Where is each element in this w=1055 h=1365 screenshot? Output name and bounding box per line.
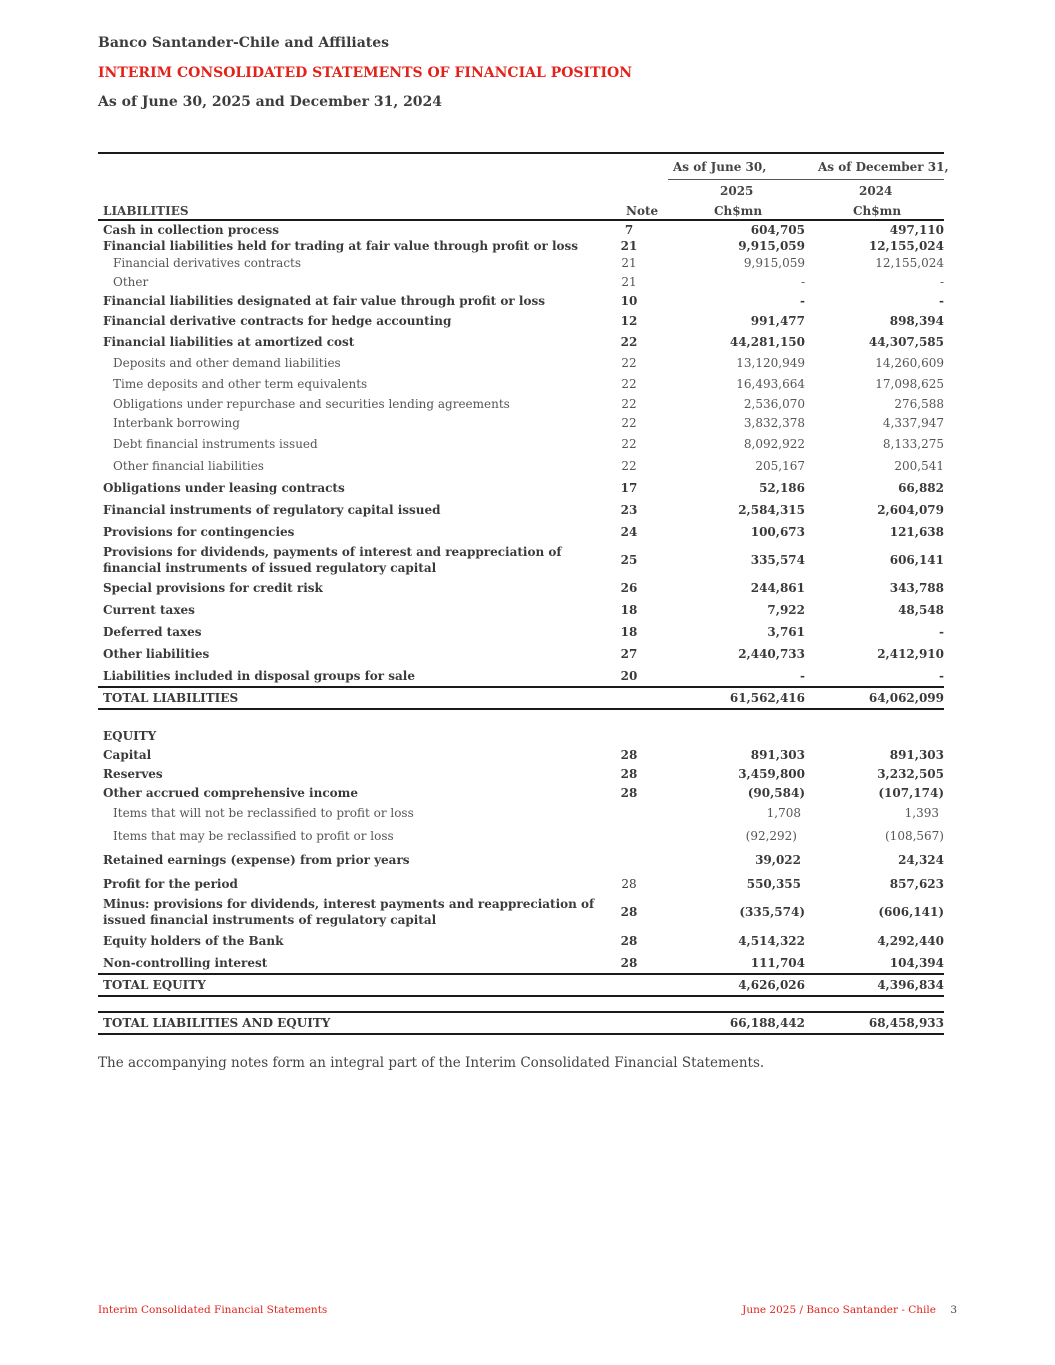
row-note: 22	[621, 396, 637, 411]
row-label: Debt financial instruments issued	[113, 437, 318, 451]
row-value-2025: 244,861	[750, 580, 805, 595]
row-note: 22	[621, 459, 637, 473]
table-row	[98, 929, 944, 953]
row-value-2024: 276,588	[894, 396, 944, 411]
row-note: 28	[620, 905, 638, 919]
row-value-2024: 2,604,079	[877, 503, 944, 517]
row-note: 25	[620, 552, 638, 567]
row-note	[607, 824, 651, 848]
equity-heading: EQUITY	[103, 729, 157, 743]
row-value-2024: 898,394	[889, 313, 944, 328]
row-label: Deposits and other demand liabilities	[113, 356, 341, 370]
row-label: Current taxes	[103, 603, 195, 617]
row-note: 28	[620, 956, 638, 970]
row-note	[607, 802, 651, 824]
row-label: Items that may be reclassified to profit or loss	[113, 829, 394, 843]
row-note: 28	[620, 747, 638, 762]
table-row	[98, 238, 944, 254]
table-row	[98, 254, 944, 272]
spacer-row	[98, 709, 944, 727]
row-value-2025: (335,574)	[739, 905, 805, 919]
table-row	[98, 374, 944, 394]
table-row	[98, 291, 944, 310]
footer-left: Interim Consolidated Financial Statements	[98, 1304, 328, 1316]
row-note	[607, 848, 651, 872]
row-label: TOTAL LIABILITIES	[98, 687, 607, 709]
row-label: Cash in collection process	[103, 223, 279, 237]
row-value-2025: 3,761	[767, 625, 805, 639]
row-value-2024: -	[939, 625, 944, 639]
row-value-2025: 8,092,922	[743, 437, 805, 451]
row-value-2025: 7,922	[767, 603, 805, 617]
row-label: Time deposits and other term equivalents	[113, 377, 368, 391]
top-rule	[98, 152, 944, 154]
table-row	[98, 394, 944, 413]
row-label: Financial derivatives contracts	[113, 256, 302, 270]
row-label: Provisions for contingencies	[103, 525, 295, 539]
row-value-2025: 4,626,026	[651, 974, 805, 996]
row-value-2024: 4,292,440	[877, 934, 944, 948]
row-note: 28	[620, 766, 638, 781]
table-row	[98, 783, 944, 802]
total-liabilities-row	[98, 687, 944, 709]
row-value-2024: 14,260,609	[875, 356, 944, 370]
row-value-2024: -	[939, 293, 944, 308]
row-label: Financial instruments of regulatory capital issued	[103, 503, 441, 517]
row-note: 21	[621, 256, 637, 270]
row-value-2024: 343,788	[889, 580, 944, 595]
total-liabilities-equity-row	[98, 1012, 944, 1034]
row-value-2024: (107,174)	[878, 785, 944, 800]
row-value-2025: 9,915,059	[743, 256, 805, 270]
table-row	[98, 433, 944, 455]
row-value-2025: 111,704	[750, 956, 805, 970]
row-value-2025: 891,303	[750, 747, 805, 762]
table-row	[98, 895, 944, 929]
row-value-2024: 1,393	[904, 806, 939, 820]
table-row	[98, 272, 944, 291]
table-row	[98, 413, 944, 433]
row-value-2025: 66,188,442	[651, 1012, 805, 1034]
row-label: Reserves	[103, 766, 163, 781]
statement-date: As of June 30, 2025 and December 31, 2024	[98, 94, 443, 110]
row-value-2024: 891,303	[889, 747, 944, 762]
row-note	[607, 1012, 651, 1034]
footnote: The accompanying notes form an integral part of the Interim Consolidated Financial Statements.	[98, 1055, 765, 1071]
row-label: Other	[113, 274, 149, 289]
row-note: 24	[620, 525, 638, 539]
row-note: 18	[620, 625, 638, 639]
row-value-2025: -	[800, 274, 805, 289]
row-note: 21	[621, 274, 637, 289]
row-label: Obligations under leasing contracts	[103, 481, 345, 495]
period-underline	[668, 179, 944, 180]
row-value-2025: -	[800, 293, 805, 308]
row-label: TOTAL LIABILITIES AND EQUITY	[98, 1012, 607, 1034]
row-label: Items that will not be reclassified to profit or loss	[113, 806, 414, 820]
row-value-2025: 9,915,059	[738, 239, 805, 253]
row-value-2025: 13,120,949	[736, 356, 805, 370]
row-value-2025: 3,832,378	[743, 416, 805, 430]
row-value-2024: 4,396,834	[805, 974, 944, 996]
row-value-2024: 44,307,585	[868, 334, 944, 349]
table-row	[98, 665, 944, 687]
row-value-2025: 1,708	[766, 806, 801, 820]
row-value-2024: (108,567)	[885, 829, 944, 843]
row-value-2024: 68,458,933	[805, 1012, 944, 1034]
row-label: Equity holders of the Bank	[103, 934, 284, 948]
row-label: Financial liabilities held for trading at fair value through profit or loss	[103, 239, 579, 253]
row-value-2024: -	[939, 274, 944, 289]
row-label: Non-controlling interest	[103, 956, 268, 970]
spacer-row	[98, 996, 944, 1012]
row-value-2024: 121,638	[889, 525, 944, 539]
unit-2024-header: Ch$mn	[853, 204, 902, 218]
row-label: Other liabilities	[103, 647, 210, 661]
table-row	[98, 455, 944, 477]
row-value-2024: 497,110	[889, 223, 944, 237]
row-note: 22	[620, 334, 638, 349]
row-label: Financial liabilities at amortized cost	[103, 334, 355, 349]
row-label: Deferred taxes	[103, 625, 202, 639]
row-value-2025: 4,514,322	[738, 934, 805, 948]
row-value-2024: 104,394	[889, 956, 944, 970]
period-2025-header: As of June 30,	[673, 160, 767, 174]
row-note: 22	[621, 437, 637, 451]
row-label: Special provisions for credit risk	[103, 580, 323, 595]
row-label: Obligations under repurchase and securities lending agreements	[113, 396, 510, 411]
table-row	[98, 764, 944, 783]
row-note	[607, 687, 651, 709]
table-row	[98, 521, 944, 543]
table-row	[98, 222, 944, 238]
row-note: 28	[620, 934, 638, 948]
row-label: Other accrued comprehensive income	[103, 785, 358, 800]
row-value-2024: 8,133,275	[882, 437, 944, 451]
row-label: Profit for the period	[103, 876, 238, 891]
row-value-2024: 66,882	[898, 481, 944, 495]
table-row	[98, 848, 944, 872]
row-note: 22	[621, 416, 637, 430]
row-note: 26	[620, 580, 638, 595]
company-name: Banco Santander-Chile and Affiliates	[98, 35, 390, 51]
row-value-2025: 991,477	[750, 313, 805, 328]
header-rule	[98, 219, 944, 221]
row-label: Liabilities included in disposal groups for sale	[103, 668, 415, 683]
row-label: Financial liabilities designated at fair value through profit or loss	[103, 293, 545, 308]
table-row	[98, 599, 944, 621]
row-value-2024: 2,412,910	[877, 647, 944, 661]
table-row	[98, 576, 944, 599]
row-value-2025: 335,574	[750, 552, 805, 567]
row-label: Retained earnings (expense) from prior years	[103, 853, 410, 867]
row-value-2024: (606,141)	[878, 905, 944, 919]
table-row	[98, 352, 944, 374]
row-value-2025: 604,705	[750, 223, 805, 237]
row-note: 20	[620, 668, 638, 683]
equity-heading-row	[98, 727, 944, 745]
row-value-2025: 2,440,733	[738, 647, 805, 661]
row-value-2024: 200,541	[894, 459, 944, 473]
table-row	[98, 872, 944, 895]
table-row	[98, 824, 944, 848]
row-value-2025: 61,562,416	[651, 687, 805, 709]
row-note	[607, 974, 651, 996]
page-number: 3	[950, 1304, 957, 1316]
row-note: 22	[621, 377, 637, 391]
row-label: Provisions for dividends, payments of interest and reappreciation of financial instruments of issued regulatory capital	[103, 544, 562, 575]
row-label: Other financial liabilities	[113, 459, 264, 473]
row-value-2025: 550,355	[746, 876, 801, 891]
row-value-2025: 44,281,150	[729, 334, 805, 349]
table-row	[98, 745, 944, 764]
row-value-2024: 606,141	[889, 552, 944, 567]
row-label: Capital	[103, 747, 152, 762]
row-note: 18	[620, 603, 638, 617]
row-value-2024: 64,062,099	[805, 687, 944, 709]
row-value-2025: 52,186	[759, 481, 805, 495]
financial-position-table	[98, 222, 944, 1035]
statement-title: INTERIM CONSOLIDATED STATEMENTS OF FINANCIAL POSITION	[98, 65, 633, 81]
row-value-2025: 100,673	[750, 525, 805, 539]
row-label: Minus: provisions for dividends, interest payments and reappreciation of issued financial instruments of regulatory capital	[103, 897, 595, 927]
row-value-2025: 2,584,315	[738, 503, 805, 517]
row-value-2024: 17,098,625	[875, 377, 944, 391]
row-value-2025: (92,292)	[745, 829, 797, 843]
row-note: 23	[620, 503, 638, 517]
table-row	[98, 331, 944, 352]
row-value-2025: 2,536,070	[743, 396, 805, 411]
row-value-2025: 205,167	[755, 459, 805, 473]
row-value-2024: 24,324	[898, 853, 944, 867]
table-row	[98, 543, 944, 576]
row-note: 28	[621, 876, 637, 891]
row-value-2025: (90,584)	[747, 785, 805, 800]
unit-2025-header: Ch$mn	[714, 204, 763, 218]
table-row	[98, 802, 944, 824]
footer-right: June 2025 / Banco Santander - Chile	[742, 1304, 936, 1316]
row-label: Financial derivative contracts for hedge accounting	[103, 313, 452, 328]
row-note: 21	[620, 239, 638, 253]
row-value-2025: -	[800, 668, 805, 683]
row-value-2025: 3,459,800	[738, 766, 805, 781]
row-value-2024: 3,232,505	[877, 766, 944, 781]
row-value-2025: 39,022	[755, 853, 801, 867]
row-value-2024: 48,548	[898, 603, 944, 617]
row-note: 12	[620, 313, 638, 328]
table-row	[98, 499, 944, 521]
row-value-2025: 16,493,664	[736, 377, 805, 391]
year-2024-header: 2024	[859, 184, 893, 198]
row-value-2024: 12,155,024	[875, 256, 944, 270]
row-note: 17	[620, 481, 638, 495]
row-value-2024: 12,155,024	[868, 239, 944, 253]
table-row	[98, 621, 944, 643]
year-2025-header: 2025	[720, 184, 754, 198]
row-note: 10	[620, 293, 638, 308]
row-label: TOTAL EQUITY	[98, 974, 607, 996]
period-2024-header: As of December 31,	[818, 160, 949, 174]
row-label: Interbank borrowing	[113, 416, 240, 430]
row-value-2024: -	[939, 668, 944, 683]
note-column-header: Note	[626, 204, 659, 218]
row-note: 28	[620, 785, 638, 800]
row-note: 7	[624, 223, 634, 237]
total-equity-row	[98, 974, 944, 996]
row-note: 27	[620, 647, 638, 661]
row-value-2024: 857,623	[889, 876, 944, 891]
table-row	[98, 953, 944, 974]
table-row	[98, 310, 944, 331]
row-value-2024: 4,337,947	[882, 416, 944, 430]
table-row	[98, 643, 944, 665]
table-row	[98, 477, 944, 499]
row-note: 22	[621, 356, 637, 370]
liabilities-section-header: LIABILITIES	[103, 204, 189, 218]
